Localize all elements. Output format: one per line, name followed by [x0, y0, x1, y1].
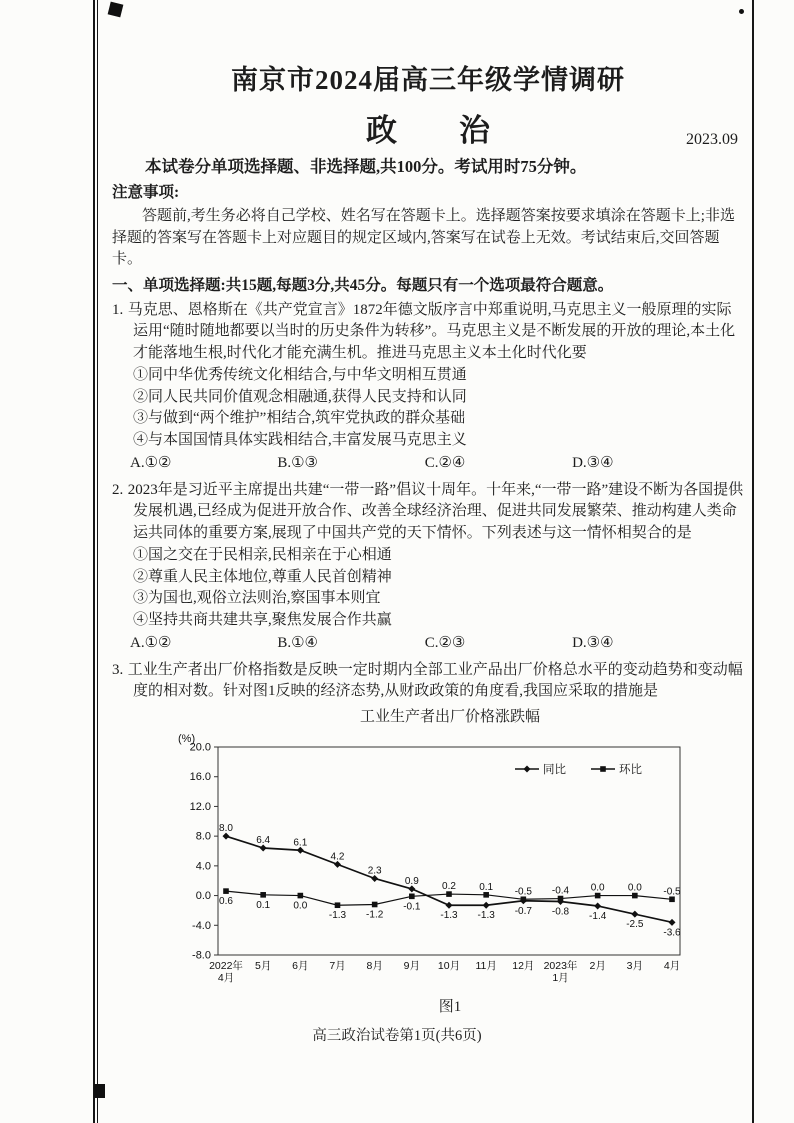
svg-text:2.3: 2.3 — [367, 865, 382, 877]
svg-text:9月: 9月 — [403, 959, 421, 972]
question-2-item-1: ①国之交在于民相亲,民相亲在于心相通 — [133, 546, 392, 563]
question-1-number: 1. — [112, 301, 124, 318]
page-content — [112, 58, 744, 1021]
question-3 — [112, 660, 744, 1019]
svg-text:-0.4: -0.4 — [551, 885, 570, 897]
subject-row — [112, 109, 744, 153]
question-1-items — [112, 365, 744, 452]
question-1-option-d: D.③④ — [572, 454, 614, 471]
svg-text:4月: 4月 — [217, 971, 235, 984]
ppi-chart-svg — [172, 729, 692, 997]
svg-text:10月: 10月 — [437, 959, 461, 972]
chart-plot-area — [172, 729, 692, 997]
svg-text:3月: 3月 — [626, 959, 644, 972]
svg-text:6月: 6月 — [292, 959, 309, 972]
ppi-chart — [172, 707, 692, 1019]
svg-text:8月: 8月 — [366, 959, 383, 972]
svg-text:20.0: 20.0 — [189, 741, 211, 754]
question-2-option-b: B.①④ — [277, 634, 319, 651]
question-1 — [112, 300, 744, 475]
svg-text:-1.2: -1.2 — [366, 909, 384, 921]
svg-text:0.0: 0.0 — [195, 889, 211, 902]
section-header: 一、单项选择题:共15题,每题3分,共45分。每题只有一个选项最符合题意。 — [112, 277, 614, 295]
question-2-item-2: ②尊重人民主体地位,尊重人民首创精神 — [133, 568, 392, 585]
question-1-item-4: ④与本国国情具体实践相结合,丰富发展马克思主义 — [133, 432, 467, 448]
svg-text:-1.3: -1.3 — [328, 909, 347, 921]
svg-text:环比: 环比 — [619, 763, 642, 776]
svg-text:0.0: 0.0 — [590, 882, 605, 894]
svg-text:4.2: 4.2 — [330, 851, 345, 863]
question-2-stem-text: 2023年是习近平主席提出共建“一带一路”倡议十周年。十年来,“一带一路”建设不断为各国提供发展机遇,已经成为促进开放合作、改善全球经济治理、促进共同发展繁荣、推动构建人类命运共同体的重要方案,展现了中国共产党的天下情怀。下列表述与这一情怀相契合的是 — [127, 481, 744, 541]
question-2-items — [112, 545, 744, 632]
scan-artifact-top-left-mark — [108, 2, 124, 18]
question-3-stem — [112, 660, 744, 704]
svg-text:-1.3: -1.3 — [440, 909, 458, 921]
svg-text:-0.5: -0.5 — [663, 886, 681, 898]
svg-text:0.0: 0.0 — [293, 900, 308, 912]
question-2-options — [112, 633, 744, 655]
svg-text:6.4: 6.4 — [256, 834, 271, 846]
svg-text:11月: 11月 — [475, 959, 497, 972]
svg-text:-3.6: -3.6 — [663, 927, 681, 939]
question-2 — [112, 480, 744, 655]
question-2-option-a: A.①② — [130, 634, 172, 651]
svg-text:0.1: 0.1 — [256, 899, 271, 911]
chart-title: 工业生产者出厂价格涨跌幅 — [359, 709, 540, 725]
scan-artifact-left-line-2 — [97, 0, 98, 1123]
svg-text:2022年: 2022年 — [209, 959, 243, 972]
scan-artifact-top-right-dot — [739, 9, 744, 14]
page-title: 南京市2024届高三年级学情调研 — [231, 65, 625, 95]
svg-text:4月: 4月 — [663, 959, 681, 972]
svg-text:1月: 1月 — [552, 971, 569, 984]
svg-text:0.0: 0.0 — [627, 882, 642, 894]
subject-title: 政 治 — [366, 113, 490, 148]
svg-text:-0.1: -0.1 — [403, 901, 421, 913]
svg-text:-0.5: -0.5 — [514, 886, 532, 898]
question-2-item-3: ③为国也,观俗立法则治,察国事本则宜 — [133, 590, 381, 607]
svg-text:7月: 7月 — [329, 959, 346, 972]
chart-caption: 图1 — [438, 998, 462, 1015]
svg-text:0.1: 0.1 — [479, 881, 494, 893]
question-1-stem — [112, 300, 744, 365]
svg-text:0.2: 0.2 — [442, 880, 456, 892]
question-3-number: 3. — [112, 661, 124, 678]
question-2-number: 2. — [112, 481, 124, 498]
svg-text:2月: 2月 — [589, 959, 606, 972]
question-2-item-4: ④坚持共商共建共享,聚焦发展合作共赢 — [133, 612, 392, 628]
svg-text:-2.5: -2.5 — [626, 918, 644, 930]
svg-text:16.0: 16.0 — [189, 770, 211, 783]
svg-text:12.0: 12.0 — [189, 800, 211, 813]
svg-text:4.0: 4.0 — [195, 860, 211, 873]
svg-text:-0.8: -0.8 — [551, 906, 570, 918]
svg-text:-1.3: -1.3 — [477, 909, 495, 921]
svg-text:-0.7: -0.7 — [514, 905, 532, 917]
svg-text:-8.0: -8.0 — [192, 949, 211, 962]
scan-artifact-right-line — [752, 0, 754, 1123]
svg-text:6.1: 6.1 — [293, 837, 308, 849]
question-1-options — [112, 453, 744, 475]
scan-artifact-left-line — [93, 0, 95, 1123]
question-1-item-1: ①同中华优秀传统文化相结合,与中华文明相互贯通 — [133, 366, 467, 383]
svg-text:2023年: 2023年 — [543, 959, 578, 972]
svg-text:8.0: 8.0 — [195, 830, 211, 843]
svg-text:0.6: 0.6 — [219, 895, 233, 907]
svg-text:8.0: 8.0 — [219, 822, 233, 834]
question-1-option-b: B.①③ — [277, 454, 319, 471]
notes-header: 注意事项: — [112, 184, 180, 202]
question-2-stem — [112, 480, 744, 545]
svg-text:(%): (%) — [178, 732, 196, 745]
svg-text:同比: 同比 — [543, 763, 566, 776]
question-1-option-c: C.②④ — [424, 454, 466, 471]
svg-text:12月: 12月 — [512, 959, 535, 972]
svg-text:5月: 5月 — [254, 959, 272, 972]
question-1-item-2: ②同人民共同价值观念相融通,获得人民支持和认同 — [133, 388, 467, 405]
question-3-stem-text: 工业生产者出厂价格指数是反映一定时期内全部工业产品出厂价格总水平的变动趋势和变动幅度的相对数。针对图1反映的经济态势,从财政政策的角度看,我国应采取的措施是 — [127, 661, 743, 700]
question-2-option-c: C.②③ — [424, 634, 466, 651]
question-1-option-a: A.①② — [130, 454, 172, 471]
page-footer: 高三政治试卷第1页(共6页) — [312, 1028, 482, 1044]
exam-date: 2023.09 — [686, 131, 738, 148]
notes-body: 答题前,考生务必将自己学校、姓名写在答题卡上。选择题答案按要求填涂在答题卡上;非选择题的答案写在答题卡上对应题目的规定区域内,答案写在试卷上无效。考试结束后,交回答题卡。 — [112, 207, 735, 268]
exam-info: 本试卷分单项选择题、非选择题,共100分。考试用时75分钟。 — [145, 157, 587, 176]
question-2-option-d: D.③④ — [572, 634, 614, 651]
question-1-item-3: ③与做到“两个维护”相结合,筑牢党执政的群众基础 — [133, 410, 466, 427]
svg-text:0.9: 0.9 — [404, 875, 419, 887]
svg-text:-4.0: -4.0 — [192, 919, 211, 932]
question-1-stem-text: 马克思、恩格斯在《共产党宣言》1872年德文版序言中郑重说明,马克思主义一般原理的实际运用“随时随地都要以当时的历史条件为转移”。马克思主义是不断发展的开放的理论,本土化才能落地生根,时代化才能充满生机。推进马克思主义本土化时代化要 — [127, 301, 736, 361]
scan-artifact-bottom-left-mark — [94, 1084, 105, 1098]
svg-text:-1.4: -1.4 — [589, 910, 607, 922]
